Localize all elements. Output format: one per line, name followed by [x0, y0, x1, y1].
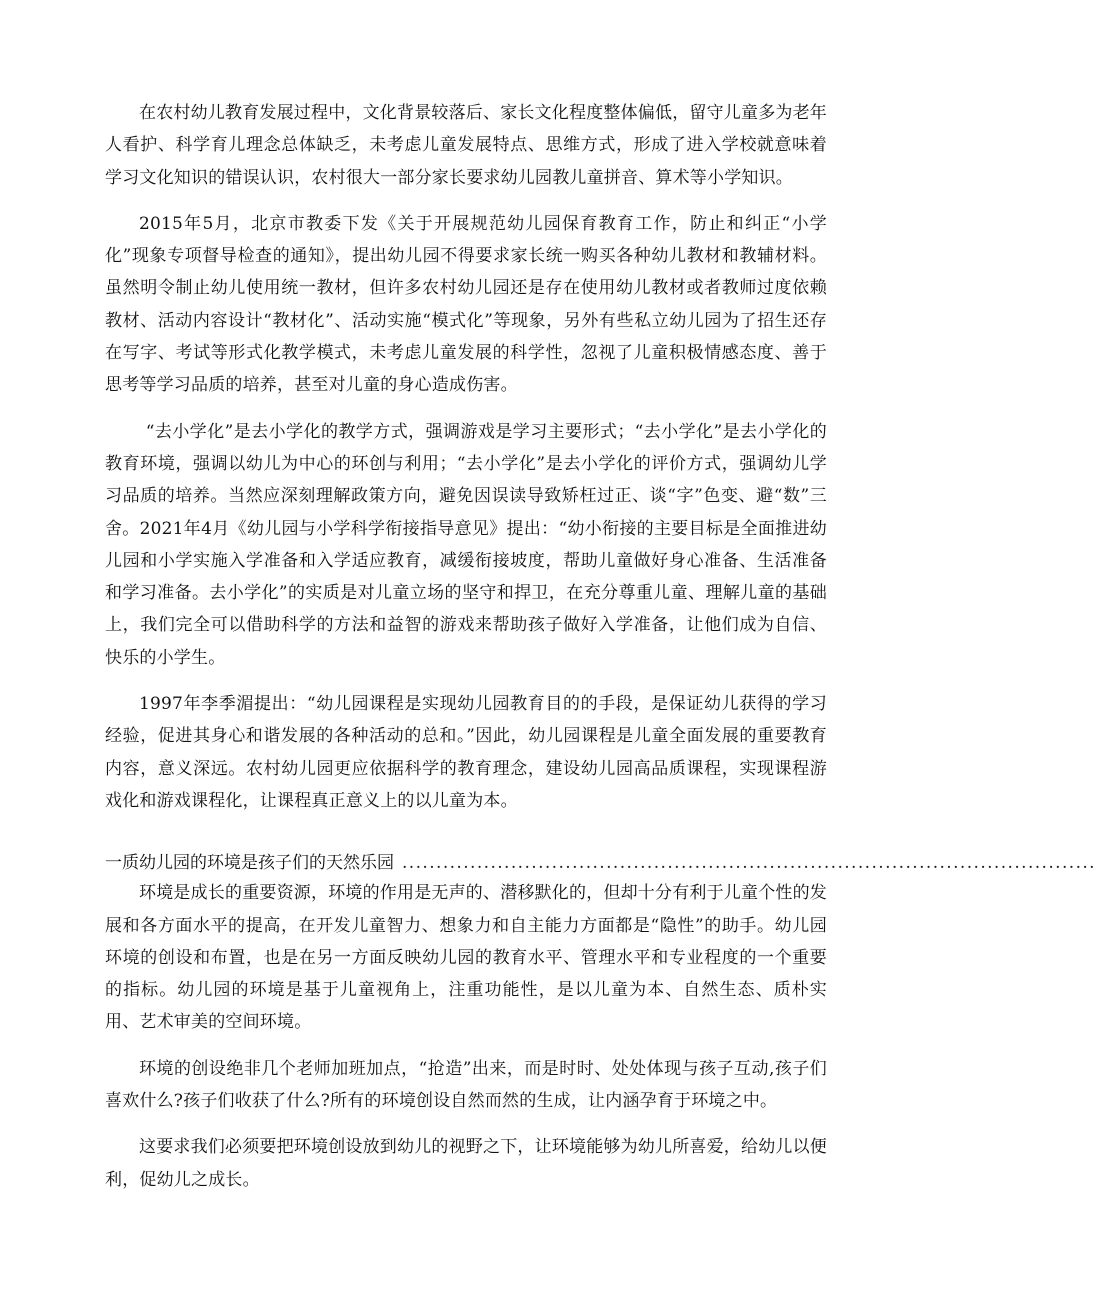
- paragraph-beijing-notice: 2015年5月，北京市教委下发《关于开展规范幼儿园保育教育工作，防止和纠正“小学化”现象专项督导检查的通知》，提出幼儿园不得要求家长统一购买各种幼儿教材和教辅材料。虽然明令制止幼儿使用统一教材，但许多农村幼儿园还是存在使用幼儿教材或者教师过度依赖教材、活动内容设计“教材化”、活动实施“模式化”等现象，另外有些私立幼儿园为了招生还存在写字、考试等形式化教学模式，未考虑儿童发展的科学性，忽视了儿童积极情感态度、善于思考等学习品质的培养，甚至对儿童的身心造成伤害。: [105, 213, 827, 396]
- paragraph-environment-creation: 环境的创设绝非几个老师加班加点，“抢造”出来，而是时时、处处体现与孩子互动,孩子们喜欢什么?孩子们收获了什么?所有的环境创设自然而然的生成，让内涵孕育于环境之中。: [105, 1058, 827, 1112]
- paragraph-curriculum: 1997年李季湄提出：“幼儿园课程是实现幼儿园教育目的的手段，是保证幼儿获得的学习经验，促进其身心和谐发展的各种活动的总和。”因此，幼儿园课程是儿童全面发展的重要教育内容，意义深远。农村幼儿园更应依据科学的教育理念，建设幼儿园高品质课程，实现课程游戏化和游戏课程化，让课程真正意义上的以儿童为本。: [105, 694, 827, 811]
- toc-entry-title: 一质幼儿园的环境是孩子们的天然乐园: [105, 853, 394, 874]
- paragraph-environment-vision: 这要求我们必须要把环境创设放到幼儿的视野之下，让环境能够为幼儿所喜爱，给幼儿以便利，促幼儿之成长。: [105, 1137, 827, 1190]
- paragraph-de-primary: “去小学化”是去小学化的教学方式，强调游戏是学习主要形式；“去小学化”是去小学化的教育环境，强调以幼儿为中心的环创与利用；“去小学化”是去小学化的评价方式，强调幼儿学习品质的培养。当然应深刻理解政策方向，避免因误读导致矫枉过正、谈“字”色变、避“数”三舍。2021年4月《幼儿园与小学科学衔接指导意见》提出：“幼小衔接的主要目标是全面推进幼儿园和小学实施入学准备和入学适应教育，减缓衔接坡度，帮助儿童做好身心准备、生活准备和学习准备。去小学化”的实质是对儿童立场的坚守和捍卫，在充分尊重儿童、理解儿童的基础上，我们完全可以借助科学的方法和益智的游戏来帮助孩子做好入学准备，让他们成为自信、快乐的小学生。: [105, 421, 827, 668]
- paragraph-environment-resource: 环境是成长的重要资源，环境的作用是无声的、潜移默化的，但却十分有利于儿童个性的发展和各方面水平的提高，在开发儿童智力、想象力和自主能力方面都是“隐性”的助手。幼儿园环境的创设和布置，也是在另一方面反映幼儿园的教育水平、管理水平和专业程度的一个重要的指标。幼儿园的环境是基于儿童视角上，注重功能性，是以儿童为本、自然生态、质朴实用、艺术审美的空间环境。: [105, 883, 827, 1033]
- toc-entry-leader: ......................................................................................................: [402, 853, 1096, 874]
- toc-entry: [105, 851, 1096, 875]
- document-page: [105, 97, 1096, 1196]
- paragraph-rural-education: 在农村幼儿教育发展过程中，文化背景较落后、家长文化程度整体偏低，留守儿童多为老年人看护、科学育儿理念总体缺乏，未考虑儿童发展特点、思维方式，形成了进入学校就意味着学习文化知识的错误认识，农村很大一部分家长要求幼儿园教儿童拼音、算术等小学知识。: [105, 103, 827, 188]
